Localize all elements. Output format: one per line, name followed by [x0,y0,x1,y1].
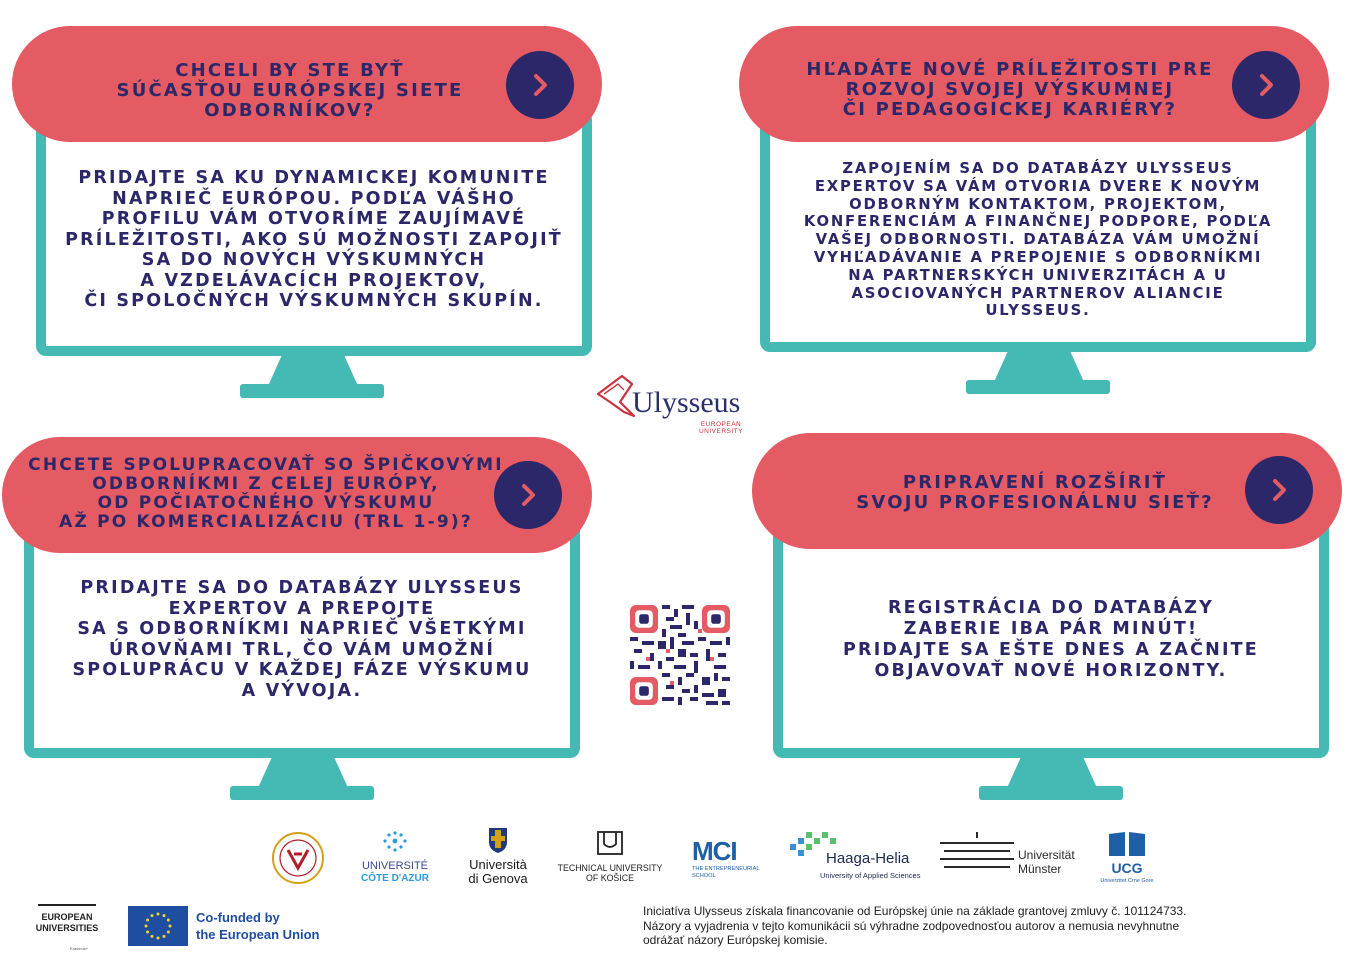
card-body: PRIDAJTE SA DO DATABÁZY ULYSSEUS EXPERTOV A PREPOJTE SA S ODBORNÍKMI NAPRIEČ VŠETKÝMI ÚROVŇAMI TRL, ČO VÁM UMOŽNÍ SPOLUPRÁCU V KAŽDEJ FÁZE VÝSKUMU A VÝVOJA. [72,578,532,701]
eu-cofunded [128,906,338,948]
partner-genova [460,826,536,886]
partner-haaga-helia [790,832,930,884]
partner-line1: Universität [1018,848,1075,862]
partner-line1: UCG [1111,860,1143,876]
monitor-base [240,384,384,398]
partner-line2: CÔTE D'AZUR [361,873,429,884]
partner-cote-dazur [350,830,440,886]
cofunded-text: Co-funded by the European Union [196,910,320,942]
eu-flag-icon [128,906,188,946]
partner-line2: Münster [1018,862,1062,876]
next-button[interactable] [494,461,562,529]
chevron-right-icon [1264,475,1294,505]
monitor-base [979,786,1123,800]
partner-line1: Haaga-Helia [826,850,910,867]
munster-building-icon [940,832,1014,876]
monitor-neck [994,352,1084,382]
genova-crest-icon [487,826,509,854]
monitor-neck [258,758,348,788]
ulysseus-logo [594,372,764,435]
european-universities-logo [34,904,100,954]
partner-line1: UNIVERSITÉ [361,860,428,872]
eu-universities-text: EUROPEAN UNIVERSITIES [35,912,99,933]
card-title: HĽADÁTE NOVÉ PRÍLEŽITOSTI PRE ROZVOJ SVOJEJ VÝSKUMNEJ ČI PEDAGOGICKEJ KARIÉRY? [806,59,1214,120]
card-title: CHCELI BY STE BYŤ SÚČASŤOU EURÓPSKEJ SIETE ODBORNÍKOV? [116,60,464,121]
cote-dazur-dots-icon [380,830,410,856]
monitor-base [966,380,1110,394]
funding-disclaimer: Iniciatíva Ulysseus získala financovanie od Európskej únie na základe grantovej zmluvy č. 101124733. Názory a vyjadrenia v tejto komunikácii sú výhradne zodpovednosťou autorov a nemusia nevyhnutne odrážať názory Európskej komisie. [643,904,1187,947]
ulysseus-subtitle: EUROPEAN UNIVERSITY [698,421,743,435]
card-body: REGISTRÁCIA DO DATABÁZY ZABERIE IBA PÁR MINÚT! PRIDAJTE SA EŠTE DNES A ZAČNITE OBJAVOVAŤ NOVÉ HORIZONTY. [843,598,1259,681]
partner-line1: Università [469,857,527,872]
card-title: PRIPRAVENÍ ROZŠÍRIŤ SVOJU PROFESIONÁLNU SIEŤ? [856,472,1214,513]
partner-line2: di Genova [468,871,528,886]
ucg-book-icon [1107,830,1147,858]
partner-munster [940,832,1090,880]
partner-line1: MCI [692,836,737,866]
card-body: PRIDAJTE SA KU DYNAMICKEJ KOMUNITE NAPRIEČ EURÓPOU. PODĽA VÁŠHO PROFILU VÁM OTVORÍME ZAUJÍMAVÉ PRÍLEŽITOSTI, AKO SÚ MOŽNOSTI ZAPOJIŤ SA DO NOVÝCH VÝSKUMNÝCH A VZDELÁVACÍCH PROJEKTOV, ČI SPOLOČNÝCH VÝSKUMNÝCH SKUPÍN. [65,168,563,311]
partner-line2: OF KOŠICE [586,873,634,883]
eu-universities-sub: Erasmus+ [69,946,89,951]
chevron-right-icon [1251,70,1281,100]
partner-name [270,830,283,831]
ulysseus-name: Ulysseus [632,386,741,419]
monitor-neck [268,356,358,386]
next-button[interactable] [506,51,574,119]
partner-sevilla [270,830,326,886]
partner-line1: TECHNICAL UNIVERSITY [557,863,663,873]
tuke-logo-icon [596,830,624,856]
card-body: ZAPOJENÍM SA DO DATABÁZY ULYSSEUS EXPERTOV SA VÁM OTVORIA DVERE K NOVÝM ODBORNÝM KONTAKTOM, PROJEKTOM, KONFERENCIÁM A FINANČNEJ PODPORE, PODĽA VAŠEJ ODBORNOSTI. DATABÁZA VÁM UMOŽNÍ VYHĽADÁVANIE A PREPOJENIE S ODBORNÍKMI NA PARTNERSKÝCH UNIVERZITÁCH A U ASOCIOVANÝCH PARTNEROV ALIANCIE ULYSSEUS. [803,160,1273,320]
partner-mci [692,836,776,884]
partner-line2: University of Applied Sciences [820,871,921,880]
monitor-base [230,786,374,800]
next-button[interactable] [1245,456,1313,524]
chevron-right-icon [513,480,543,510]
chevron-right-icon [525,70,555,100]
partner-tuke [552,830,668,886]
partner-line2: Univerzitet Crne Gore [1100,878,1154,884]
partner-line2: THE ENTREPRENEURIAL SCHOOL [692,866,760,879]
partner-ucg [1092,830,1162,888]
next-button[interactable] [1232,51,1300,119]
sevilla-seal-icon [270,830,326,886]
monitor-neck [1007,758,1097,788]
card-title: CHCETE SPOLUPRACOVAŤ SO ŠPIČKOVÝMI ODBORNÍKMI Z CELEJ EURÓPY, OD POČIATOČNÉHO VÝSKUMU AŽ PO KOMERCIALIZÁCIU (TRL 1-9)? [28,455,504,532]
qr-code[interactable] [630,605,730,705]
